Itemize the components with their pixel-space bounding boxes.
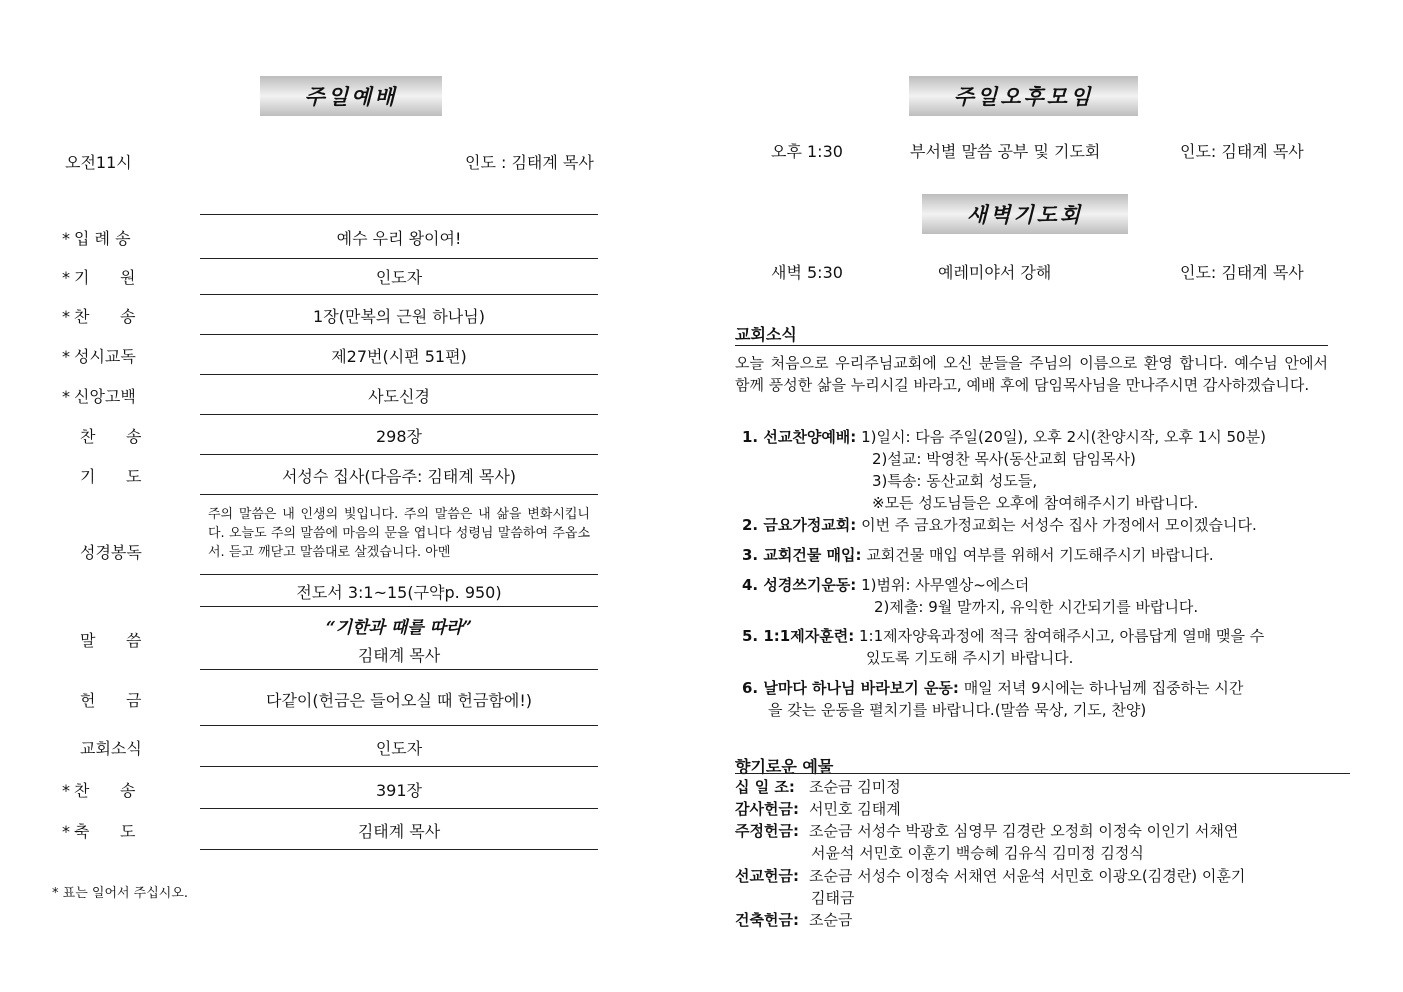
gift-row: 선교헌금: 조순금 서성수 이정숙 서채연 서윤석 서민호 이광오(김경란) 이훈기 [735, 867, 1246, 885]
afternoon-title: 주일오후모임 [953, 84, 1094, 109]
gift-row-continued: 김태금 [811, 889, 855, 907]
reading-label: 성경봉독 [80, 543, 142, 562]
sermon-title: “기한과 때를 따라” [325, 618, 473, 638]
order-value: 인도자 [375, 268, 423, 287]
gift-row-continued: 서윤석 서민호 이훈기 백승혜 김유식 김미정 김정식 [811, 844, 1144, 862]
worship-leader: 인도 : 김태계 목사 [465, 153, 594, 172]
divider [200, 414, 598, 415]
order-value: 1장(만복의 근원 하나님) [313, 307, 485, 326]
dawn-title-banner [922, 194, 1128, 234]
divider [200, 258, 598, 259]
news-underline [735, 345, 1328, 346]
gifts-heading: 향기로운 예물 [735, 757, 834, 776]
news-heading: 교회소식 [735, 325, 797, 344]
divider [200, 574, 598, 575]
order-value: 서성수 집사(다음주: 김태계 목사) [281, 467, 517, 486]
afternoon-time: 오후 1:30 [771, 142, 843, 161]
dawn-leader: 인도: 김태계 목사 [1180, 263, 1304, 282]
order-value: 사도신경 [368, 387, 430, 406]
order-label: * 축 도 [62, 822, 136, 841]
worship-title-banner [260, 76, 442, 116]
order-value: 예수 우리 왕이여! [336, 229, 462, 248]
divider [200, 849, 598, 850]
order-label: * 찬 송 [62, 781, 136, 800]
offering-value: 다같이(헌금은 들어오실 때 헌금함에!) [266, 691, 532, 710]
gift-row: 주정헌금: 조순금 서성수 박광호 심영무 김경란 오정희 이정숙 이인기 서채연 [735, 822, 1239, 840]
dawn-desc: 예레미야서 강해 [938, 263, 1052, 282]
standing-footnote: * 표는 일어서 주십시오. [52, 886, 189, 901]
divider [200, 606, 598, 607]
afternoon-title-banner [909, 76, 1138, 116]
order-label: * 입 례 송 [62, 229, 131, 248]
divider [200, 214, 598, 215]
sermon-preacher: 김태계 목사 [357, 646, 441, 665]
news-item: 6. 날마다 하나님 바라보기 운동: 매일 저녁 9시에는 하나님께 집중하는 시간 을 갖는 운동을 펼치기를 바랍니다.(말씀 묵상, 기도, 찬양) [742, 679, 1244, 719]
order-label: 기 도 [80, 467, 142, 486]
reading-prayer: 주의 말씀은 내 인생의 빛입니다. 주의 말씀은 내 삶을 변화시킵니다. 오늘도 주의 말씀에 마음의 문을 엽니다 성령님 말씀하여 주옵소서. 듣고 깨닫고 말씀대로 살겠습니다. 아멘 [208, 507, 590, 560]
order-label: * 찬 송 [62, 307, 136, 326]
divider [200, 494, 598, 495]
news-item: 1. 선교찬양예배: 1)일시: 다음 주일(20일), 오후 2시(찬양시작, 오후 1시 50분) 2)설교: 박영찬 목사(동산교회 담임목사) 3)특송: 동산교회 성도들, ※모든 성도님들은 오후에 참여해주시기 바랍니다. [742, 428, 1266, 512]
divider [200, 334, 598, 335]
news-item: 3. 교회건물 매입: 교회건물 매입 여부를 위해서 기도해주시기 바랍니다. [742, 546, 1214, 564]
divider [200, 808, 598, 809]
divider [200, 766, 598, 767]
worship-time: 오전11시 [65, 153, 132, 172]
order-value: 김태계 목사 [357, 822, 441, 841]
gift-row: 건축헌금: 조순금 [735, 911, 853, 929]
offering-label: 헌 금 [80, 691, 142, 710]
divider [200, 669, 598, 670]
order-label: * 기 원 [62, 268, 136, 287]
afternoon-desc: 부서별 말씀 공부 및 기도회 [910, 142, 1101, 161]
gift-row: 감사헌금: 서민호 김태계 [735, 800, 901, 818]
reading-passage: 전도서 3:1~15(구약p. 950) [296, 583, 502, 602]
divider [200, 454, 598, 455]
order-value: 298장 [376, 427, 422, 446]
order-label: * 성시교독 [62, 347, 136, 366]
dawn-time: 새벽 5:30 [771, 263, 843, 282]
order-label: 찬 송 [80, 427, 142, 446]
news-item: 5. 1:1제자훈련: 1:1제자양육과정에 적극 참여해주시고, 아름답게 열매 맺을 수 있도록 기도해 주시기 바랍니다. [742, 627, 1265, 667]
gift-row: 십 일 조: 조순금 김미정 [735, 778, 901, 796]
sermon-label: 말 씀 [80, 631, 142, 650]
gifts-underline [735, 773, 1350, 774]
dawn-title: 새벽기도회 [966, 202, 1084, 227]
order-value: 391장 [376, 781, 422, 800]
order-value: 제27번(시편 51편) [331, 347, 467, 366]
news-intro: 오늘 처음으로 우리주님교회에 오신 분들을 주님의 이름으로 환영 합니다. 예수님 안에서 함께 풍성한 삶을 누리시길 바라고, 예배 후에 담임목사님을 만나주시면 감사하겠습니다. [735, 354, 1328, 394]
divider [200, 294, 598, 295]
order-label: * 신앙고백 [62, 387, 136, 406]
divider [200, 725, 598, 726]
afternoon-leader: 인도: 김태계 목사 [1180, 142, 1304, 161]
order-value: 인도자 [375, 739, 423, 758]
news-item: 2. 금요가정교회: 이번 주 금요가정교회는 서성수 집사 가정에서 모이겠습니다. [742, 516, 1257, 534]
order-label: 교회소식 [80, 739, 142, 758]
divider [200, 374, 598, 375]
worship-title: 주일예배 [304, 84, 398, 109]
news-item: 4. 성경쓰기운동: 1)범위: 사무엘상~에스더 2)제출: 9월 말까지, 유익한 시간되기를 바랍니다. [742, 576, 1199, 616]
